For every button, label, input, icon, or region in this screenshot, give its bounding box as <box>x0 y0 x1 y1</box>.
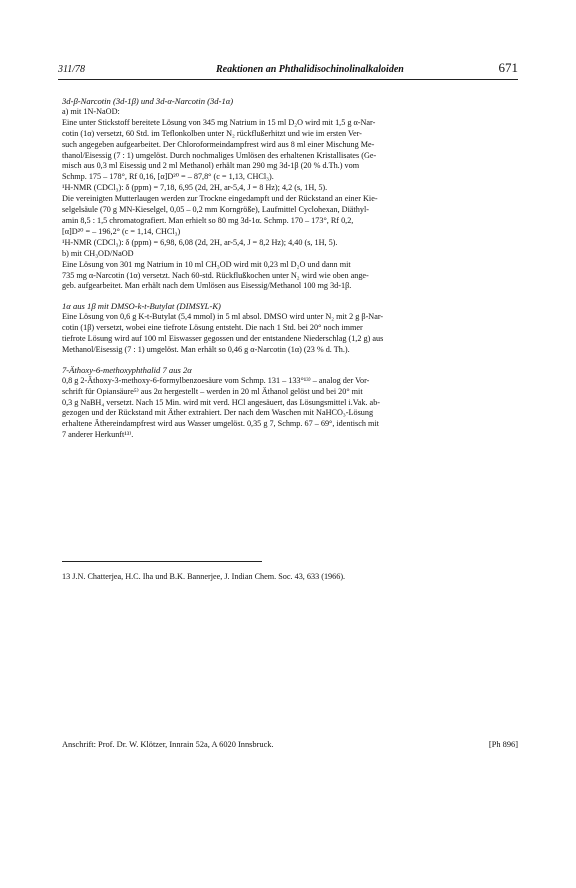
text-line: erhaltene Äthereindampfrest wird aus Wasser umgelöst. 0,35 g 7, Schmp. 67 – 69°, identisch mit <box>62 419 379 429</box>
text-line: misch aus 0,3 ml Eisessig und 2 ml Methanol) erhält man 290 mg 3d-1β (20 % d.Th.) vom <box>62 161 360 171</box>
text-line: Schmp. 175 – 178°, Rf 0,16, [α]D²⁰ = – 87,8° (c = 1,13, CHCl₃). <box>62 172 274 182</box>
text-line: schrift für Opiansäure⁵⁾ aus 2α hergestellt – werden in 20 ml Äthanol gelöst und bei 20° mit <box>62 386 363 396</box>
footnote: 13 J.N. Chatterjea, H.C. Iha und B.K. Bannerjee, J. Indian Chem. Soc. 43, 633 (1966). <box>62 572 346 581</box>
body-text <box>62 96 524 441</box>
text-line: 0,8 g 2-Äthoxy-3-methoxy-6-formylbenzoesäure vom Schmp. 131 – 133°¹³⁾ – analog der Vor- <box>62 375 370 385</box>
text-line: selgelsäule (70 g MN-Kieselgel, 0,05 – 0,2 mm Korngröße), Laufmittel Cyclohexan, Diäthyl- <box>62 205 369 215</box>
text-line: cotin (1β) versetzt, wobei eine tiefrote Lösung entsteht. Die nach 1 Std. bei 20° noch immer <box>62 323 363 333</box>
page-number: 671 <box>498 60 518 75</box>
section-gap <box>62 292 524 301</box>
text-line: thanol/Eisessig (7 : 1) umgelöst. Durch nochmaliges Umlösen des erhaltenen Kristallisates (Ge- <box>62 150 377 160</box>
text-line: 0,3 g NaBH₄ versetzt. Nach 15 Min. wird mit verd. HCl angesäuert, das Lösungsmittel i.Vak. ab- <box>62 397 381 407</box>
text-line: such angegeben aufgearbeitet. Der Chloroformeindampfrest wird aus 8 ml einer Mischung Me- <box>62 139 375 149</box>
text-line: gezogen und der Rückstand mit Äther extrahiert. Der nach dem Waschen mit NaHCO₃-Lösung <box>62 408 374 418</box>
section-heading: 3d-β-Narcotin (3d-1β) und 3d-α-Narcotin (3d-1α) <box>62 96 234 106</box>
address-text: Anschrift: Prof. Dr. W. Klötzer, Innrain 52a, A 6020 Innsbruck. <box>62 740 274 749</box>
text-line: b) mit CH₃OD/NaOD <box>62 248 134 258</box>
section-heading: 1α aus 1β mit DMSO-k-t-Butylat (DIMSYL-K) <box>62 301 221 312</box>
journal-issue: 311/78 <box>58 64 86 75</box>
text-line: amin 8,5 : 1,5 chromatografiert. Man erhielt so 80 mg 3d-1α. Schmp. 170 – 173°, Rf 0,2, <box>62 215 354 225</box>
manuscript-code: [Ph 896] <box>488 740 518 749</box>
running-title: Reaktionen an Phthalidisochinolinalkaloiden <box>216 64 404 75</box>
text-line: Die vereinigten Mutterlaugen werden zur Trockne eingedampft und der Rückstand an einer Kie- <box>62 194 378 204</box>
text-line: a) mit 1N-NaOD: <box>62 106 120 116</box>
footnote-rule <box>62 561 262 562</box>
text-line: cotin (1α) versetzt, 60 Std. im Teflonkolben unter N₂ rückflußerhitzt und wie im ersten Ver- <box>62 128 362 138</box>
text-line: geb. aufgearbeitet. Man erhält nach dem Umlösen aus Eisessig/Methanol 100 mg 3d-1β. <box>62 281 352 291</box>
text-line: ¹H-NMR (CDCl₃): δ (ppm) = 7,18, 6,95 (2d, 2H, ar-5,4, J = 8 Hz); 4,2 (s, 1H, 5). <box>62 183 328 193</box>
text-line: Methanol/Eisessig (7 : 1) umgelöst. Man erhält so 0,46 g α-Narcotin (1α) (23 % d. Th.). <box>62 344 350 354</box>
running-header <box>58 60 518 78</box>
section-gap <box>62 356 524 365</box>
header-rule <box>58 79 518 80</box>
text-line: ¹H-NMR (CDCl₃): δ (ppm) = 6,98, 6,08 (2d, 2H, ar-5,4, J = 8,2 Hz); 4,40 (s, 1H, 5). <box>62 237 338 247</box>
text-line: Eine Lösung von 301 mg Natrium in 10 ml CH₃OD wird mit 0,23 ml D₂O und dann mit <box>62 259 351 269</box>
text-line: Eine unter Stickstoff bereitete Lösung von 345 mg Natrium in 15 ml D₂O wird mit 1,5 g α-Nar- <box>62 117 376 127</box>
text-line: 735 mg α-Narcotin (1α) versetzt. Nach 60-std. Rückflußkochen unter N₂ wird wie oben ange- <box>62 270 369 280</box>
text-line: Eine Lösung von 0,6 g K-t-Butylat (5,4 mmol) in 5 ml absol. DMSO wird unter N₂ mit 2 g β-Nar- <box>62 312 384 322</box>
text-line: tiefrote Lösung wird auf 100 ml Eiswasser gegossen und der entstandene Niederschlag (1,2 g) aus <box>62 334 384 344</box>
section-heading: 7-Äthoxy-6-methoxyphthalid 7 aus 2α <box>62 364 192 375</box>
text-line: [α]D²⁰ = – 196,2° (c = 1,14, CHCl₃) <box>62 226 181 236</box>
text-line: 7 anderer Herkunft¹³⁾. <box>62 430 134 440</box>
